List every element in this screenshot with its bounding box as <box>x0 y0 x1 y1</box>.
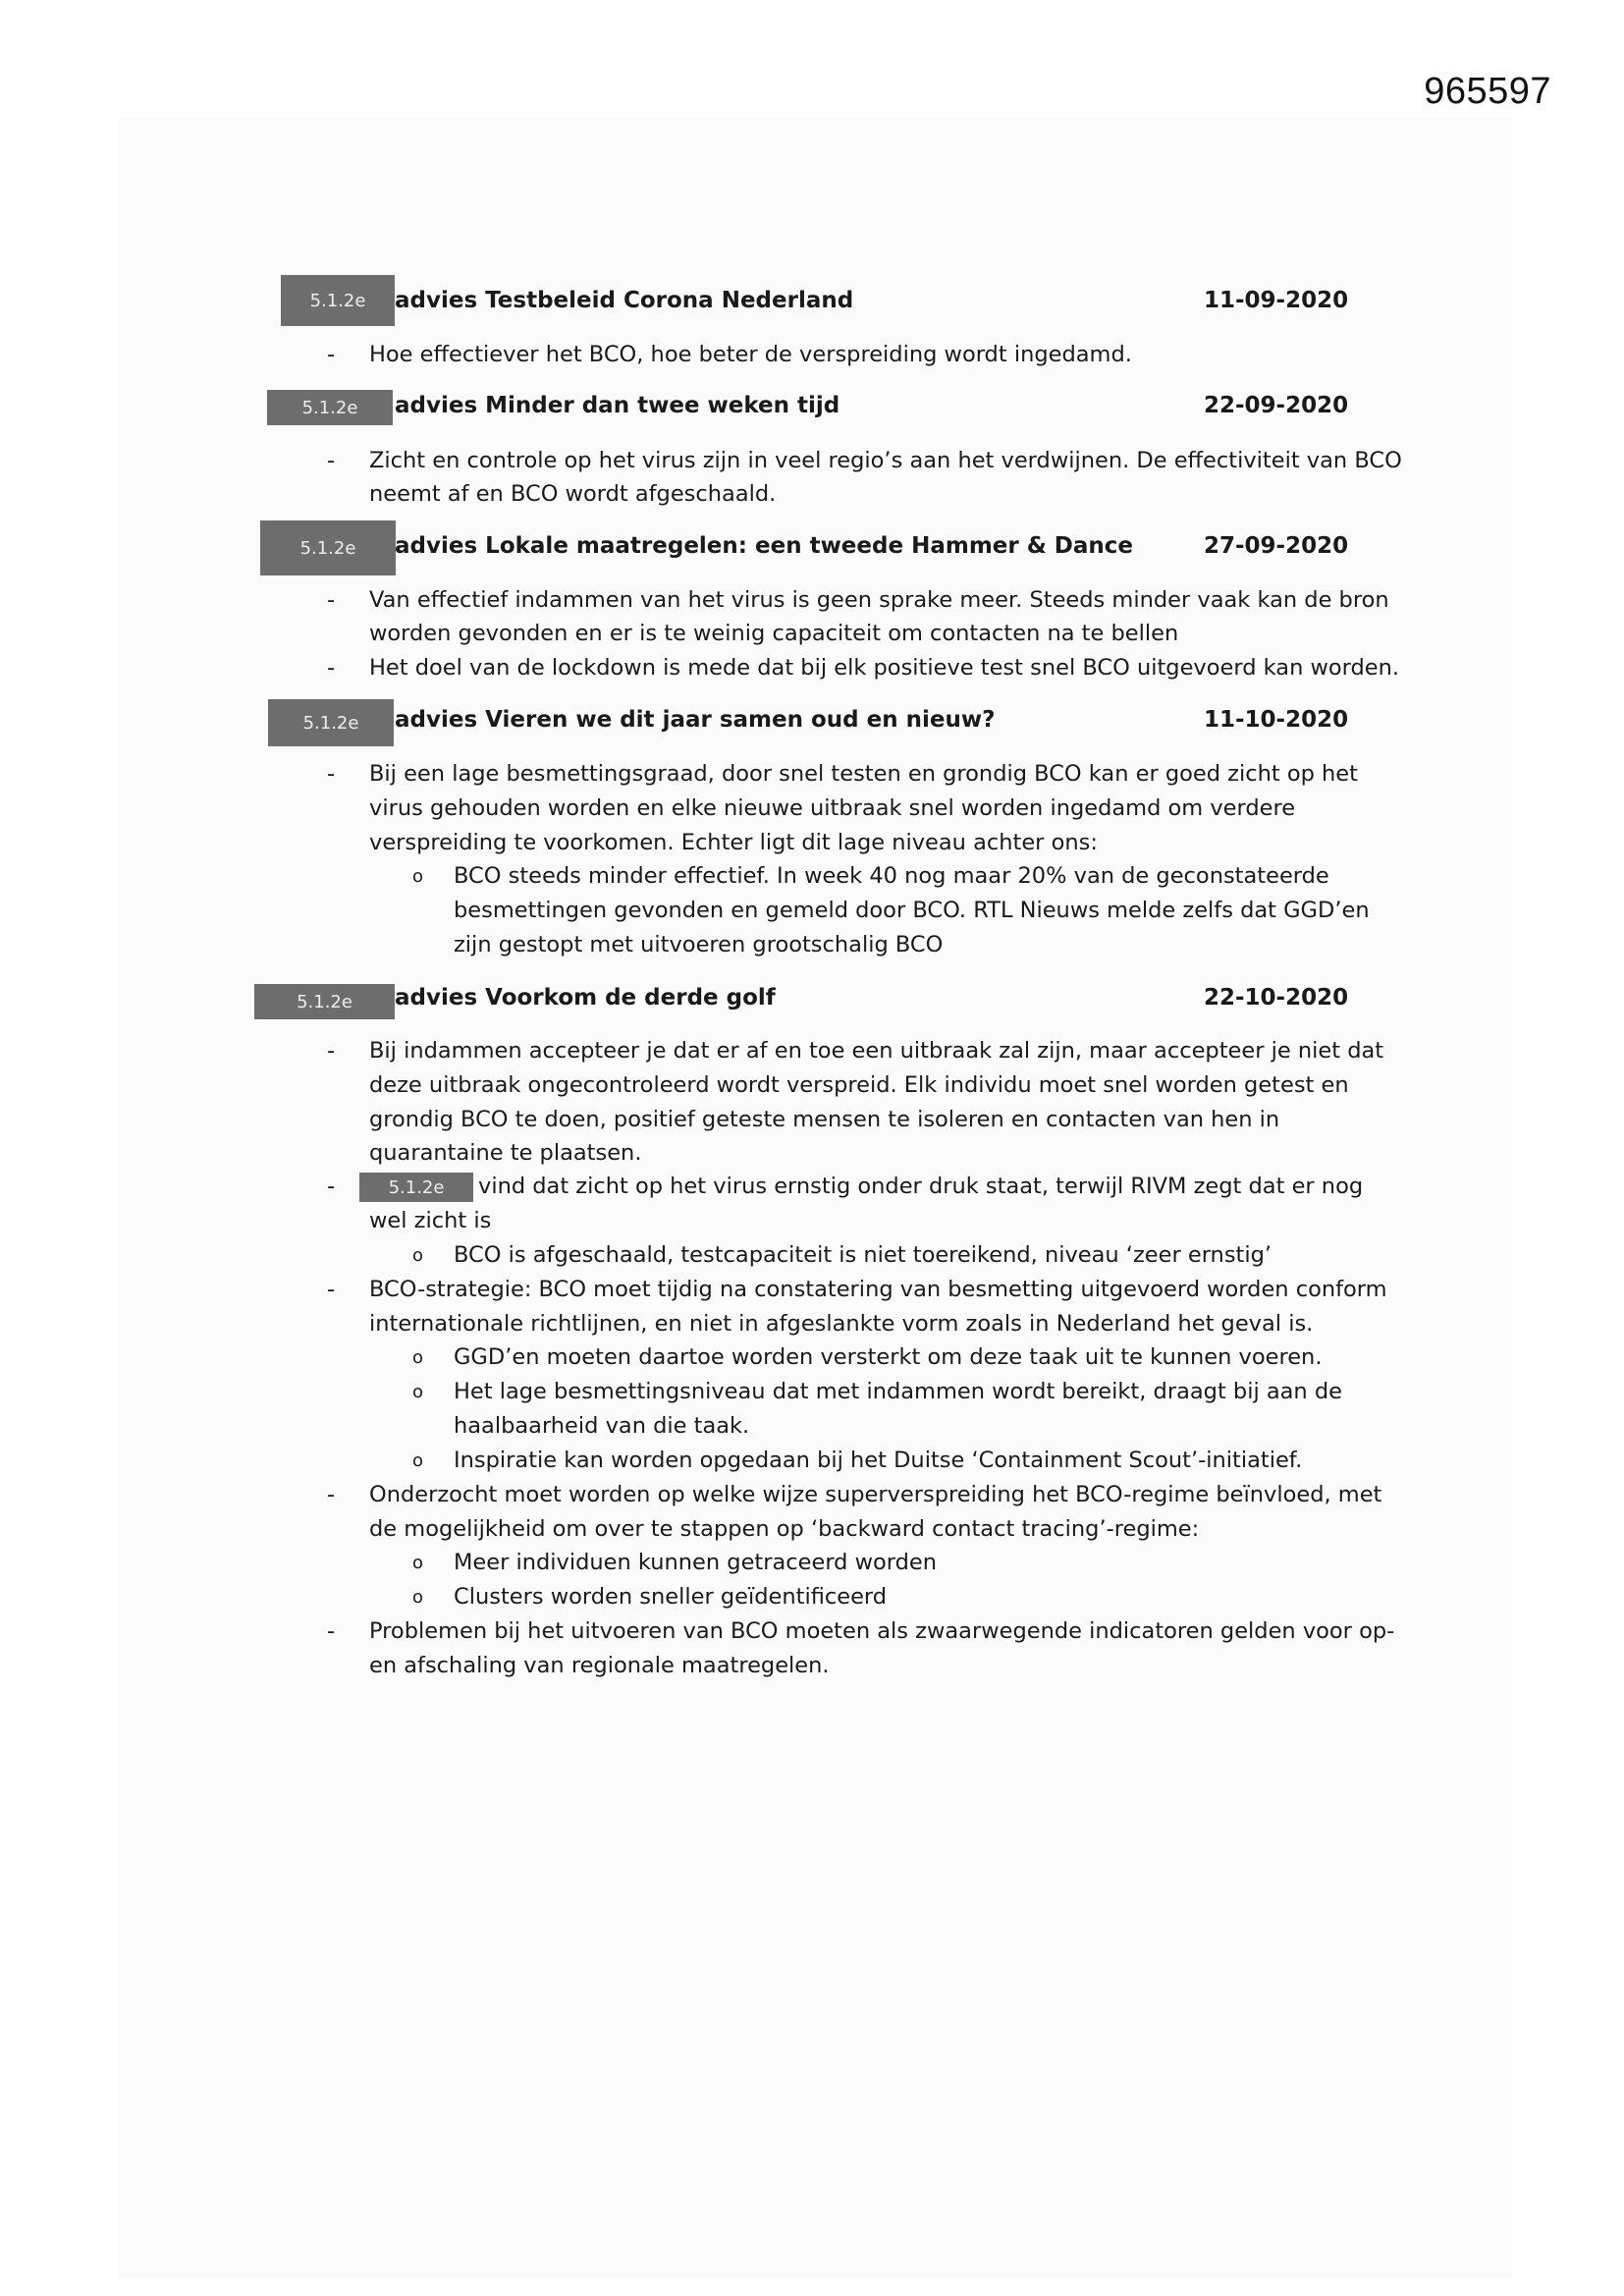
entry-text-line: vind dat zicht op het virus ernstig onder druk staat, terwijl RIVM zegt dat er nog <box>478 1174 1364 1199</box>
entry-text-line: Clusters worden sneller geïdentificeerd <box>454 1584 888 1610</box>
entry-text-line: BCO-strategie: BCO moet tijdig na constatering van besmetting uitgevoerd worden conform <box>369 1277 1387 1302</box>
bullet-dash: - <box>327 1482 336 1507</box>
entry-text-line: en afschaling van regionale maatregelen. <box>369 1653 830 1678</box>
entry-text-line: zijn gestopt met uitvoeren grootschalig BCO <box>454 932 944 957</box>
entry-text-line: Het doel van de lockdown is mede dat bij elk positieve test snel BCO uitgevoerd kan worden. <box>369 655 1400 681</box>
bullet-dash: - <box>327 342 336 367</box>
entry-date: 11-10-2020 <box>1204 707 1349 733</box>
redaction-box: 5.1.2e <box>281 275 395 326</box>
redaction-box: 5.1.2e <box>254 984 395 1019</box>
entry-date: 11-09-2020 <box>1204 288 1349 313</box>
bullet-dash: - <box>327 1174 336 1199</box>
entry-text-line: Onderzocht moet worden op welke wijze superverspreiding het BCO-regime beïnvloed, met <box>369 1482 1382 1507</box>
entry-text-line: haalbaarheid van die taak. <box>454 1413 750 1439</box>
entry-text-line: de mogelijkheid om over te stappen op ‘backward contact tracing’-regime: <box>369 1516 1200 1542</box>
bullet-dash: - <box>327 1277 336 1302</box>
redaction-box: 5.1.2e <box>267 390 393 425</box>
bullet-circle: o <box>412 1382 424 1402</box>
entry-text-line: BCO is afgeschaald, testcapaciteit is niet toereikend, niveau ‘zeer ernstig’ <box>454 1242 1272 1268</box>
bullet-circle: o <box>412 866 424 887</box>
entry-title: advies Minder dan twee weken tijd <box>395 393 840 418</box>
entry-text-line: Zicht en controle op het virus zijn in veel regio’s aan het verdwijnen. De effectiviteit van BCO <box>369 448 1402 473</box>
entry-text-line: GGD’en moeten daartoe worden versterkt om deze taak uit te kunnen voeren. <box>454 1344 1323 1370</box>
entry-text-line: virus gehouden worden en elke nieuwe uitbraak snel worden ingedamd om verdere <box>369 795 1296 821</box>
bullet-dash: - <box>327 587 336 613</box>
entry-text-line: Bij een lage besmettingsgraad, door snel testen en grondig BCO kan er goed zicht op het <box>369 761 1358 787</box>
entry-text-line: neemt af en BCO wordt afgeschaald. <box>369 481 777 507</box>
bullet-circle: o <box>412 1245 424 1266</box>
bullet-circle: o <box>412 1587 424 1608</box>
entry-title: advies Lokale maatregelen: een tweede Hammer & Dance <box>395 533 1134 559</box>
entry-title: advies Testbeleid Corona Nederland <box>395 288 854 313</box>
entry-text-line: wel zicht is <box>369 1208 492 1233</box>
entry-text-line: internationale richtlijnen, en niet in afgeslankte vorm zoals in Nederland het geval is. <box>369 1311 1314 1337</box>
entry-text-line: grondig BCO te doen, positief geteste mensen te isoleren en contacten van hen in <box>369 1107 1280 1132</box>
entry-date: 22-10-2020 <box>1204 985 1349 1011</box>
bullet-circle: o <box>412 1553 424 1573</box>
entry-text-line: worden gevonden en er is te weinig capaciteit om contacten na te bellen <box>369 621 1179 646</box>
entry-text-line: Meer individuen kunnen getraceerd worden <box>454 1550 938 1575</box>
inline-redaction-box: 5.1.2e <box>359 1173 473 1202</box>
entry-text-line: Hoe effectiever het BCO, hoe beter de verspreiding wordt ingedamd. <box>369 342 1132 367</box>
entry-text-line: Bij indammen accepteer je dat er af en toe een uitbraak zal zijn, maar accepteer je niet dat <box>369 1038 1384 1064</box>
entry-text-line: besmettingen gevonden en gemeld door BCO. RTL Nieuws melde zelfs dat GGD’en <box>454 898 1370 923</box>
entry-title: advies Vieren we dit jaar samen oud en nieuw? <box>395 707 996 733</box>
entry-text-line: verspreiding te voorkomen. Echter ligt dit lage niveau achter ons: <box>369 830 1098 855</box>
bullet-dash: - <box>327 761 336 787</box>
entry-text-line: Het lage besmettingsniveau dat met indammen wordt bereikt, draagt bij aan de <box>454 1379 1342 1404</box>
entry-text-line: BCO steeds minder effectief. In week 40 nog maar 20% van de geconstateerde <box>454 863 1329 889</box>
entry-text-line: Inspiratie kan worden opgedaan bij het Duitse ‘Containment Scout’-initiatief. <box>454 1448 1303 1473</box>
entry-date: 22-09-2020 <box>1204 393 1349 418</box>
entry-date: 27-09-2020 <box>1204 533 1349 559</box>
entry-title: advies Voorkom de derde golf <box>395 985 776 1011</box>
entry-text-line: deze uitbraak ongecontroleerd wordt verspreid. Elk individu moet snel worden getest en <box>369 1072 1349 1098</box>
bullet-dash: - <box>327 655 336 681</box>
document-number: 965597 <box>1424 71 1551 112</box>
bullet-circle: o <box>412 1450 424 1471</box>
bullet-dash: - <box>327 1618 336 1644</box>
entry-text-line: quarantaine te plaatsen. <box>369 1140 642 1166</box>
redaction-box: 5.1.2e <box>260 520 396 575</box>
bullet-dash: - <box>327 448 336 473</box>
bullet-circle: o <box>412 1347 424 1368</box>
redaction-box: 5.1.2e <box>268 699 394 746</box>
entry-text-line: Problemen bij het uitvoeren van BCO moeten als zwaarwegende indicatoren gelden voor op- <box>369 1618 1395 1644</box>
bullet-dash: - <box>327 1038 336 1064</box>
entry-text-line: Van effectief indammen van het virus is geen sprake meer. Steeds minder vaak kan de bron <box>369 587 1389 613</box>
